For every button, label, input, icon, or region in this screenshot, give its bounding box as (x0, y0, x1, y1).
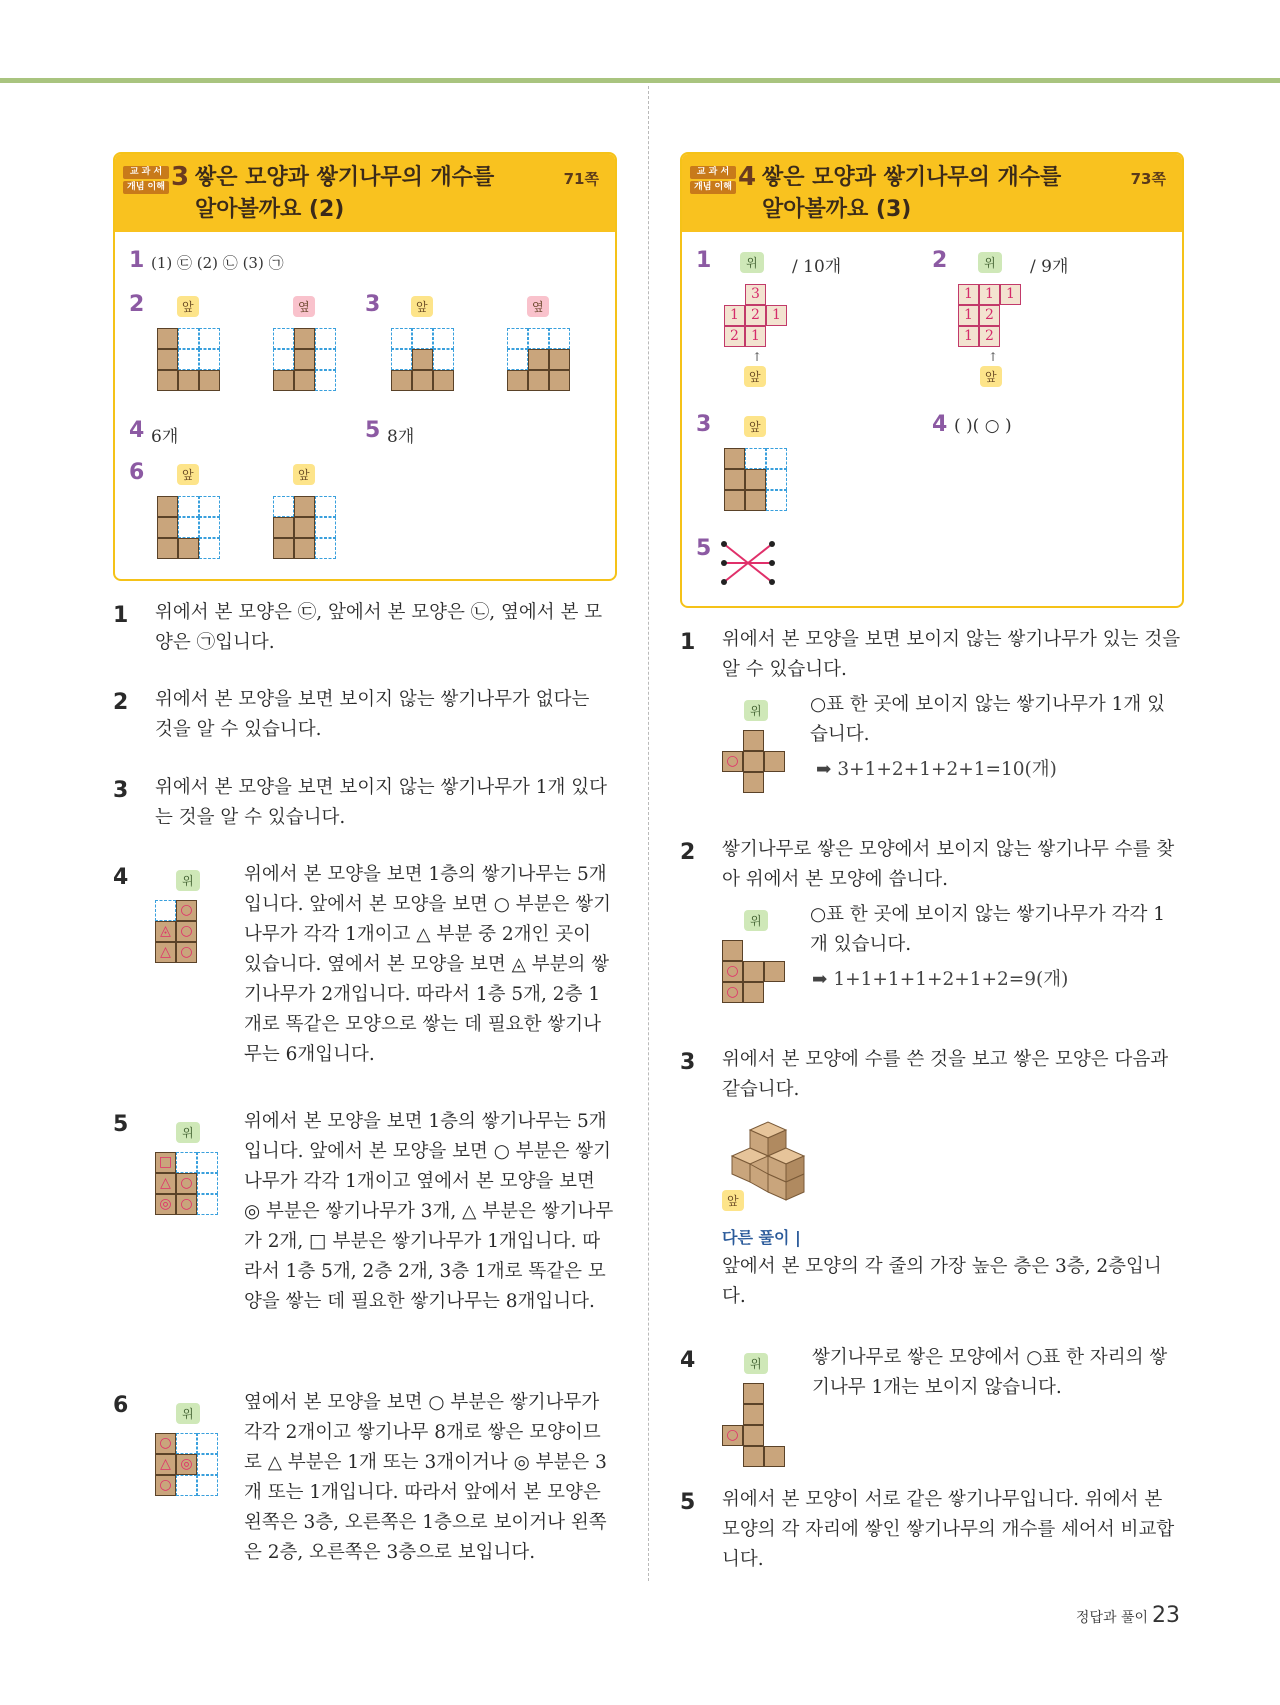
top-label: 위 (176, 1122, 200, 1143)
grid-number-cell: 1 (958, 284, 979, 305)
solution-number: 1 (113, 603, 129, 628)
tag-line-1: 교 과 서 (690, 166, 736, 179)
tag-line-1: 교 과 서 (123, 166, 169, 179)
front-label: 앞 (177, 296, 199, 317)
front-label: 앞 (744, 366, 766, 387)
front-label: 앞 (744, 416, 766, 437)
page-footer (1076, 1603, 1180, 1628)
question-number: 3 (696, 412, 712, 437)
side-label: 옆 (293, 296, 315, 317)
solution-number: 3 (113, 778, 129, 803)
front-label: 앞 (980, 366, 1002, 387)
solution-text: 위에서 본 모양을 보면 1층의 쌓기나무는 5개입니다. 앞에서 본 모양을 보면 ○ 부분은 쌓기나무가 각각 1개이고 △ 부분 중 2개인 곳이 있습니다. 옆에서 본 모양을 보면 ◬ 부분의 쌓기나무가 2개입니다. 따라서 1층 5개, 2층 1개로 똑같은 모양으로 쌓는 데 필요한 쌓기나무는 6개입니다. (244, 864, 611, 1065)
question-number: 4 (129, 418, 145, 443)
grid-number-cell: 2 (979, 305, 1000, 326)
title-line-1: 쌓은 모양과 쌓기나무의 개수를 (195, 165, 495, 190)
section-title (195, 162, 494, 226)
question-number: 1 (129, 248, 145, 273)
footer-label: 정답과 풀이 (1075, 1610, 1148, 1626)
arrow-up-icon: ↑ (752, 350, 763, 364)
solution-note: ○표 한 곳에 보이지 않는 쌓기나무가 1개 있습니다. (810, 694, 1166, 745)
answer-text: / 9개 (1030, 257, 1069, 277)
grid-number-cell: 2 (724, 326, 745, 347)
left-box-header (115, 154, 615, 232)
question-number: 5 (696, 536, 712, 561)
page-ref: 71쪽 (563, 170, 599, 188)
right-answer-box (680, 152, 1184, 608)
side-label: 옆 (527, 296, 549, 317)
solution-text: 위에서 본 모양을 보면 보이지 않는 쌓기나무가 1개 있다는 것을 알 수 있습니다. (155, 777, 607, 828)
solution-number: 2 (113, 690, 129, 715)
solution-number: 6 (113, 1393, 129, 1418)
grid-number-cell: 3 (745, 284, 766, 305)
question-number: 5 (365, 418, 381, 443)
solution-note: ○표 한 곳에 보이지 않는 쌓기나무가 각각 1개 있습니다. (810, 904, 1166, 955)
page-number: 23 (1152, 1603, 1180, 1628)
front-label: 앞 (293, 464, 315, 485)
question-number: 6 (129, 460, 145, 485)
section-title (762, 162, 1061, 226)
grid-number-cell: 1 (958, 326, 979, 347)
top-label: 위 (978, 252, 1002, 273)
solution-text: 위에서 본 모양은 ㉢, 앞에서 본 모양은 ㉡, 옆에서 본 모양은 ㉠입니다. (155, 602, 603, 653)
grid-number-cell: 1 (1000, 284, 1021, 305)
top-label: 위 (744, 1353, 768, 1374)
matching-lines-diagram (718, 538, 778, 588)
solution-text: 옆에서 본 모양을 보면 ○ 부분은 쌓기나무가 각각 2개이고 쌓기나무 8개로 쌓은 모양이므로 △ 부분은 1개 또는 3개이거나 ◎ 부분은 3개 또는 1개입니다. 따라서 앞에서 본 모양은 왼쪽은 3층, 오른쪽은 1층으로 보이거나 왼쪽은 2층, 오른쪽은 3층으로 보입니다. (244, 1392, 607, 1563)
grid-number-cell: 2 (979, 326, 1000, 347)
top-label: 위 (744, 910, 768, 931)
solution-calc: ➡ 3+1+2+1+2+1=10(개) (816, 759, 1057, 780)
solution-number: 5 (680, 1490, 696, 1515)
textbook-tag (690, 166, 736, 196)
question-number: 3 (365, 292, 381, 317)
solution-number: 5 (113, 1112, 129, 1137)
arrow-up-icon: ↑ (988, 350, 999, 364)
right-box-header (682, 154, 1182, 232)
section-number: 3 (171, 162, 190, 192)
top-label: 위 (740, 252, 764, 273)
title-line-2: 알아볼까요 (3) (762, 197, 912, 222)
solution-number: 3 (680, 1050, 696, 1075)
left-answer-box (113, 152, 617, 581)
grid-number-cell: 1 (724, 305, 745, 326)
question-number: 2 (129, 292, 145, 317)
answer-text: 6개 (151, 427, 179, 447)
solution-text: 쌓기나무로 쌓은 모양에서 ○표 한 자리의 쌓기나무 1개는 보이지 않습니다. (812, 1347, 1168, 1398)
top-label: 위 (744, 700, 768, 721)
answer-text: / 10개 (792, 257, 842, 277)
question-number: 1 (696, 248, 712, 273)
solution-text: 위에서 본 모양을 보면 보이지 않는 쌓기나무가 있는 것을 알 수 있습니다. (722, 629, 1181, 680)
solution-text: 쌓기나무로 쌓은 모양에서 보이지 않는 쌓기나무 수를 찾아 위에서 본 모양에 씁니다. (722, 839, 1175, 890)
top-rule (0, 78, 1280, 83)
answer-text: 8개 (387, 427, 415, 447)
front-label: 앞 (177, 464, 199, 485)
grid-number-cell: 1 (745, 326, 766, 347)
top-label: 위 (176, 1403, 200, 1424)
grid-number-cell: 1 (958, 305, 979, 326)
question-number: 2 (932, 248, 948, 273)
answer-text: ( )( ○ ) (954, 416, 1012, 436)
solution-text: 위에서 본 모양을 보면 보이지 않는 쌓기나무가 없다는 것을 알 수 있습니다. (155, 689, 590, 740)
grid-number-cell: 1 (766, 305, 787, 326)
textbook-tag (123, 166, 169, 196)
page-ref: 73쪽 (1130, 170, 1166, 188)
title-line-1: 쌓은 모양과 쌓기나무의 개수를 (762, 165, 1062, 190)
tag-line-2: 개념 이해 (690, 181, 736, 194)
grid-number-cell: 2 (745, 305, 766, 326)
tag-line-2: 개념 이해 (123, 181, 169, 194)
solution-number: 2 (680, 840, 696, 865)
solution-text: 위에서 본 모양이 서로 같은 쌓기나무입니다. 위에서 본 모양의 각 자리에 쌓인 쌓기나무의 개수를 세어서 비교합니다. (722, 1489, 1175, 1570)
solution-text: 위에서 본 모양에 수를 쓴 것을 보고 쌓은 모양은 다음과 같습니다. (722, 1049, 1169, 1100)
solution-number: 4 (113, 865, 129, 890)
top-label: 위 (176, 870, 200, 891)
alt-solution-text: 앞에서 본 모양의 각 줄의 가장 높은 층은 3층, 2층입니다. (722, 1256, 1162, 1307)
column-divider (648, 86, 649, 1581)
solution-text: 위에서 본 모양을 보면 1층의 쌓기나무는 5개입니다. 앞에서 본 모양을 보면 ○ 부분은 쌓기나무가 각각 1개이고 옆에서 본 모양을 보면 ◎ 부분은 쌓기나무가 3개, △ 부분은 쌓기나무가 2개, □ 부분은 쌓기나무가 1개입니다. 따라서 1층 5개, 2층 2개, 3층 1개로 똑같은 모양을 쌓는 데 필요한 쌓기나무는 8개입니다. (244, 1111, 614, 1312)
alt-solution-label: 다른 풀이 | (722, 1228, 801, 1247)
solution-number: 1 (680, 630, 696, 655)
front-label: 앞 (411, 296, 433, 317)
title-line-2: 알아볼까요 (2) (195, 197, 345, 222)
section-number: 4 (738, 162, 757, 192)
solution-calc: ➡ 1+1+1+1+2+1+2=9(개) (812, 969, 1069, 990)
grid-number-cell: 1 (979, 284, 1000, 305)
question-number: 4 (932, 412, 948, 437)
front-label: 앞 (722, 1190, 744, 1211)
solution-number: 4 (680, 1348, 696, 1373)
answer-text: (1) ㉢ (2) ㉡ (3) ㉠ (151, 254, 284, 272)
